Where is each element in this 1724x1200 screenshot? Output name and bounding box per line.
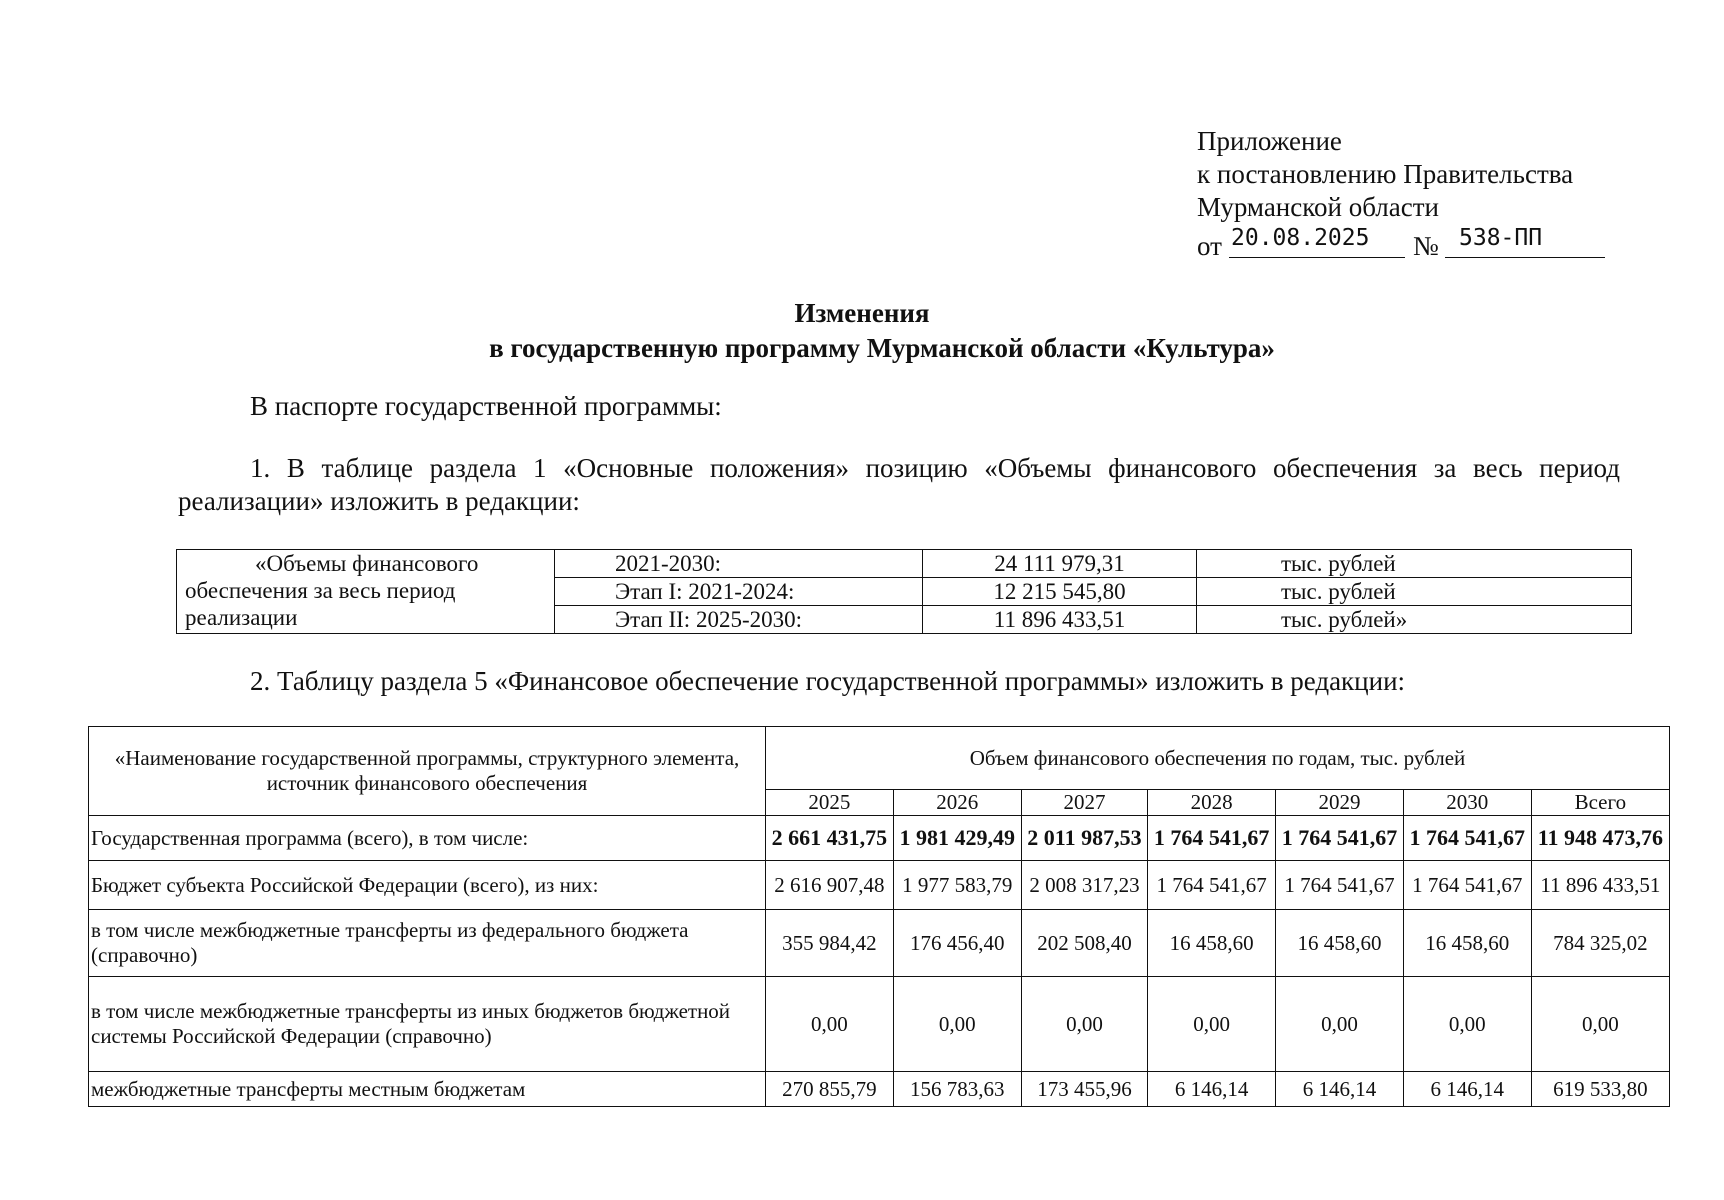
row-name: в том числе межбюджетные трансферты из иных бюджетов бюджетной системы Российской Федерации (справочно) xyxy=(89,977,766,1072)
row-value: 0,00 xyxy=(1403,977,1531,1072)
row-value: 1 981 429,49 xyxy=(893,816,1021,861)
row-value: 2 616 907,48 xyxy=(766,861,894,910)
row-name: Государственная программа (всего), в том числе: xyxy=(89,816,766,861)
decree-number: 538-ПП xyxy=(1459,225,1543,251)
row-name: Бюджет субъекта Российской Федерации (всего), из них: xyxy=(89,861,766,910)
appendix-line-3: Мурманской области xyxy=(1197,192,1439,222)
year-header: 2030 xyxy=(1403,790,1531,816)
volume-period: 2021-2030: xyxy=(555,550,923,578)
number-underline xyxy=(1445,257,1605,258)
row-value: 0,00 xyxy=(766,977,894,1072)
row-value: 2 011 987,53 xyxy=(1021,816,1148,861)
row-value: 1 764 541,67 xyxy=(1276,816,1404,861)
row-value: 0,00 xyxy=(1021,977,1148,1072)
year-header: 2029 xyxy=(1276,790,1404,816)
row-value: 16 458,60 xyxy=(1403,910,1531,977)
volume-amount: 12 215 545,80 xyxy=(923,578,1197,606)
row-name: в том числе межбюджетные трансферты из федерального бюджета (справочно) xyxy=(89,910,766,977)
year-header: 2028 xyxy=(1148,790,1276,816)
table-row xyxy=(89,816,1670,861)
item-2-paragraph: 2. Таблицу раздела 5 «Финансовое обеспечение государственной программы» изложить в редакции: xyxy=(250,666,1406,696)
appendix-date-line xyxy=(1197,224,1573,264)
row-value: 0,00 xyxy=(893,977,1021,1072)
date-prefix: от xyxy=(1197,231,1222,261)
volume-unit: тыс. рублей xyxy=(1197,578,1632,606)
row-value: 1 764 541,67 xyxy=(1148,816,1276,861)
row-total: 11 896 433,51 xyxy=(1531,861,1669,910)
appendix-line-1: Приложение xyxy=(1197,126,1342,156)
row-value: 1 977 583,79 xyxy=(893,861,1021,910)
finance-table xyxy=(88,726,1670,1107)
row-value: 1 764 541,67 xyxy=(1276,861,1404,910)
finance-header-row xyxy=(89,727,1670,790)
year-header: 2027 xyxy=(1021,790,1148,816)
row-value: 0,00 xyxy=(1148,977,1276,1072)
row-value: 202 508,40 xyxy=(1021,910,1148,977)
document-subtitle: в государственную программу Мурманской области «Культура» xyxy=(489,333,1275,363)
row-value: 1 764 541,67 xyxy=(1403,816,1531,861)
row-value: 1 764 541,67 xyxy=(1148,861,1276,910)
table-row xyxy=(89,1072,1670,1107)
year-header: 2026 xyxy=(893,790,1021,816)
volume-unit: тыс. рублей xyxy=(1197,550,1632,578)
document-title: Изменения xyxy=(794,298,930,328)
table-row xyxy=(89,910,1670,977)
volume-table xyxy=(176,549,1632,634)
row-total: 619 533,80 xyxy=(1531,1072,1669,1107)
volume-column-header: Объем финансового обеспечения по годам, тыс. рублей xyxy=(766,727,1670,790)
volume-unit: тыс. рублей» xyxy=(1197,606,1632,634)
number-prefix: № xyxy=(1413,231,1439,261)
appendix-line-2: к постановлению Правительства xyxy=(1197,159,1574,189)
date-underline xyxy=(1229,257,1405,258)
row-total: 11 948 473,76 xyxy=(1531,816,1669,861)
item-1-paragraph: 1. В таблице раздела 1 «Основные положения» позицию «Объемы финансового обеспечения за весь период реализации» изложить в редакции: xyxy=(178,453,1620,516)
name-column-header: «Наименование государственной программы, структурного элемента, источник финансового обеспечения xyxy=(89,727,766,816)
volume-period: Этап I: 2021-2024: xyxy=(555,578,923,606)
volume-row xyxy=(177,550,1632,578)
row-value: 2 661 431,75 xyxy=(766,816,894,861)
appendix-block xyxy=(1197,125,1573,264)
row-value: 173 455,96 xyxy=(1021,1072,1148,1107)
row-value: 0,00 xyxy=(1276,977,1404,1072)
row-value: 16 458,60 xyxy=(1276,910,1404,977)
row-value: 16 458,60 xyxy=(1148,910,1276,977)
row-total: 0,00 xyxy=(1531,977,1669,1072)
row-value: 6 146,14 xyxy=(1403,1072,1531,1107)
year-header: 2025 xyxy=(766,790,894,816)
table-row xyxy=(89,977,1670,1072)
volume-amount: 11 896 433,51 xyxy=(923,606,1197,634)
row-value: 6 146,14 xyxy=(1148,1072,1276,1107)
row-value: 176 456,40 xyxy=(893,910,1021,977)
row-value: 2 008 317,23 xyxy=(1021,861,1148,910)
volume-amount: 24 111 979,31 xyxy=(923,550,1197,578)
volume-period: Этап II: 2025-2030: xyxy=(555,606,923,634)
row-total: 784 325,02 xyxy=(1531,910,1669,977)
table-row xyxy=(89,861,1670,910)
row-name: межбюджетные трансферты местным бюджетам xyxy=(89,1072,766,1107)
row-value: 355 984,42 xyxy=(766,910,894,977)
row-value: 156 783,63 xyxy=(893,1072,1021,1107)
row-value: 1 764 541,67 xyxy=(1403,861,1531,910)
decree-date: 20.08.2025 xyxy=(1231,225,1370,251)
row-value: 270 855,79 xyxy=(766,1072,894,1107)
row-value: 6 146,14 xyxy=(1276,1072,1404,1107)
passport-paragraph: В паспорте государственной программы: xyxy=(250,391,722,421)
volume-label: «Объемы финансового обеспечения за весь период реализации xyxy=(185,551,479,630)
volume-label-cell xyxy=(177,550,555,634)
total-header: Всего xyxy=(1531,790,1669,816)
